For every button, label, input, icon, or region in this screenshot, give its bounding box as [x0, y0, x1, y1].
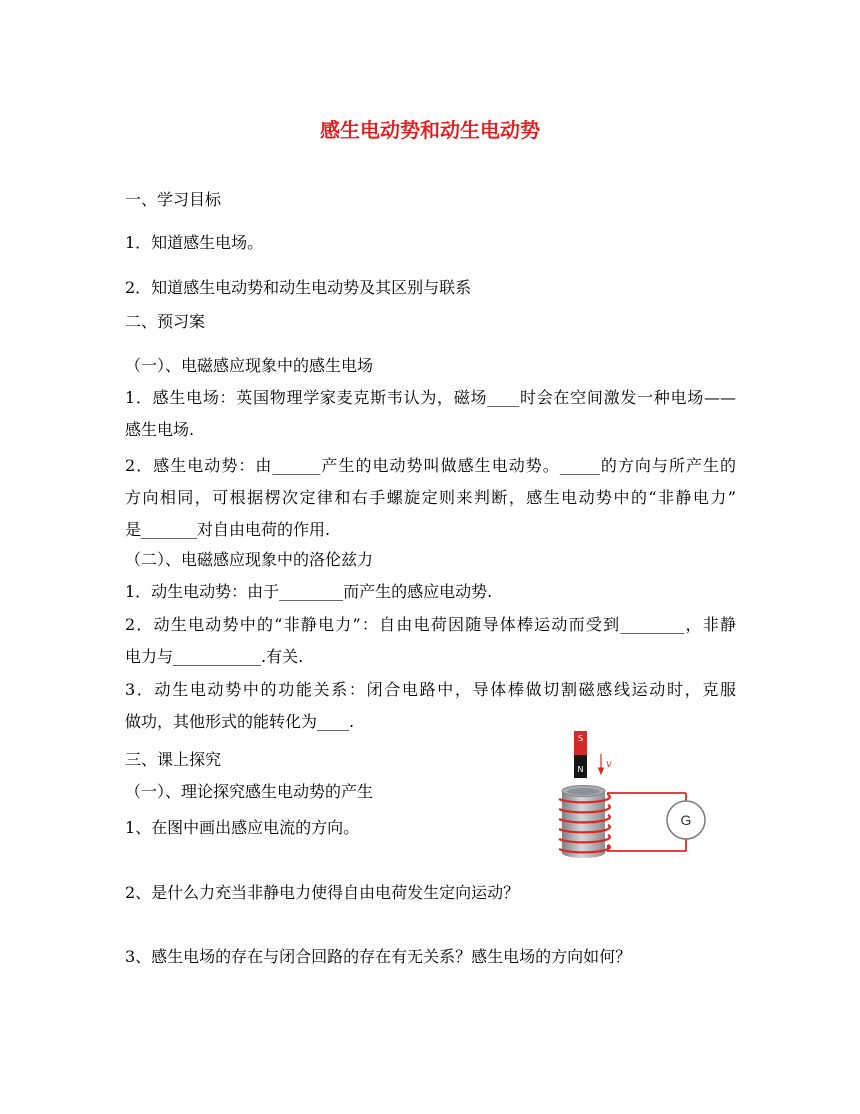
subsection-heading-induced-field: （一）、电磁感应现象中的感生电场 — [125, 356, 374, 375]
paragraph-line: 是_______对自由电荷的作用. — [125, 520, 331, 539]
page-title: 感生电动势和动生电动势 — [320, 118, 540, 142]
velocity-arrow-icon — [599, 754, 604, 774]
paragraph-line: 感生电场. — [125, 420, 195, 439]
paragraph-line: 2．动生电动势中的“非静电力”：自由电荷因随导体棒运动而受到________，非静 — [125, 615, 736, 634]
paragraph-line: 3．动生电动势中的功能关系：闭合电路中，导体棒做切割磁感线运动时，克服 — [125, 680, 736, 699]
subsection-heading-theory-inquiry: （一）、理论探究感生电动势的产生 — [125, 782, 374, 801]
paragraph-line: 1．感生电场：英国物理学家麦克斯韦认为，磁场____时会在空间激发一种电场—— — [125, 388, 736, 407]
induction-diagram — [550, 725, 710, 865]
magnet-north-label: N — [577, 765, 584, 774]
question-item: 2、是什么力充当非静电力使得自由电荷发生定向运动？ — [125, 883, 520, 902]
section-heading-objectives: 一、学习目标 — [125, 190, 222, 209]
paragraph-line: 做功，其他形式的能转化为____. — [125, 712, 355, 731]
paragraph-line: 1．动生电动势：由于________而产生的感应电动势. — [125, 582, 493, 601]
question-item: 3、感生电场的存在与闭合回路的存在有无关系？感生电场的方向如何？ — [125, 947, 632, 966]
paragraph-line: 电力与___________.有关. — [125, 647, 304, 666]
velocity-label: v — [606, 759, 612, 770]
section-heading-inquiry: 三、课上探究 — [125, 750, 222, 769]
galvanometer-label: G — [680, 812, 692, 828]
subsection-heading-lorentz-force: （二）、电磁感应现象中的洛伦兹力 — [125, 550, 374, 569]
bar-magnet — [574, 731, 587, 778]
objective-item: 1．知道感生电场。 — [125, 233, 264, 252]
paragraph-line: 方向相同，可根据楞次定律和右手螺旋定则来判断，感生电动势中的“非静电力” — [125, 488, 736, 507]
magnet-south-label: S — [577, 734, 584, 743]
section-heading-preview: 二、预习案 — [125, 312, 206, 331]
objective-item: 2．知道感生电动势和动生电动势及其区别与联系 — [125, 278, 472, 297]
question-item: 1、在图中画出感应电流的方向。 — [125, 818, 360, 837]
paragraph-line: 2．感生电动势：由______产生的电动势叫做感生电动势。_____的方向与所产生的 — [125, 456, 736, 475]
